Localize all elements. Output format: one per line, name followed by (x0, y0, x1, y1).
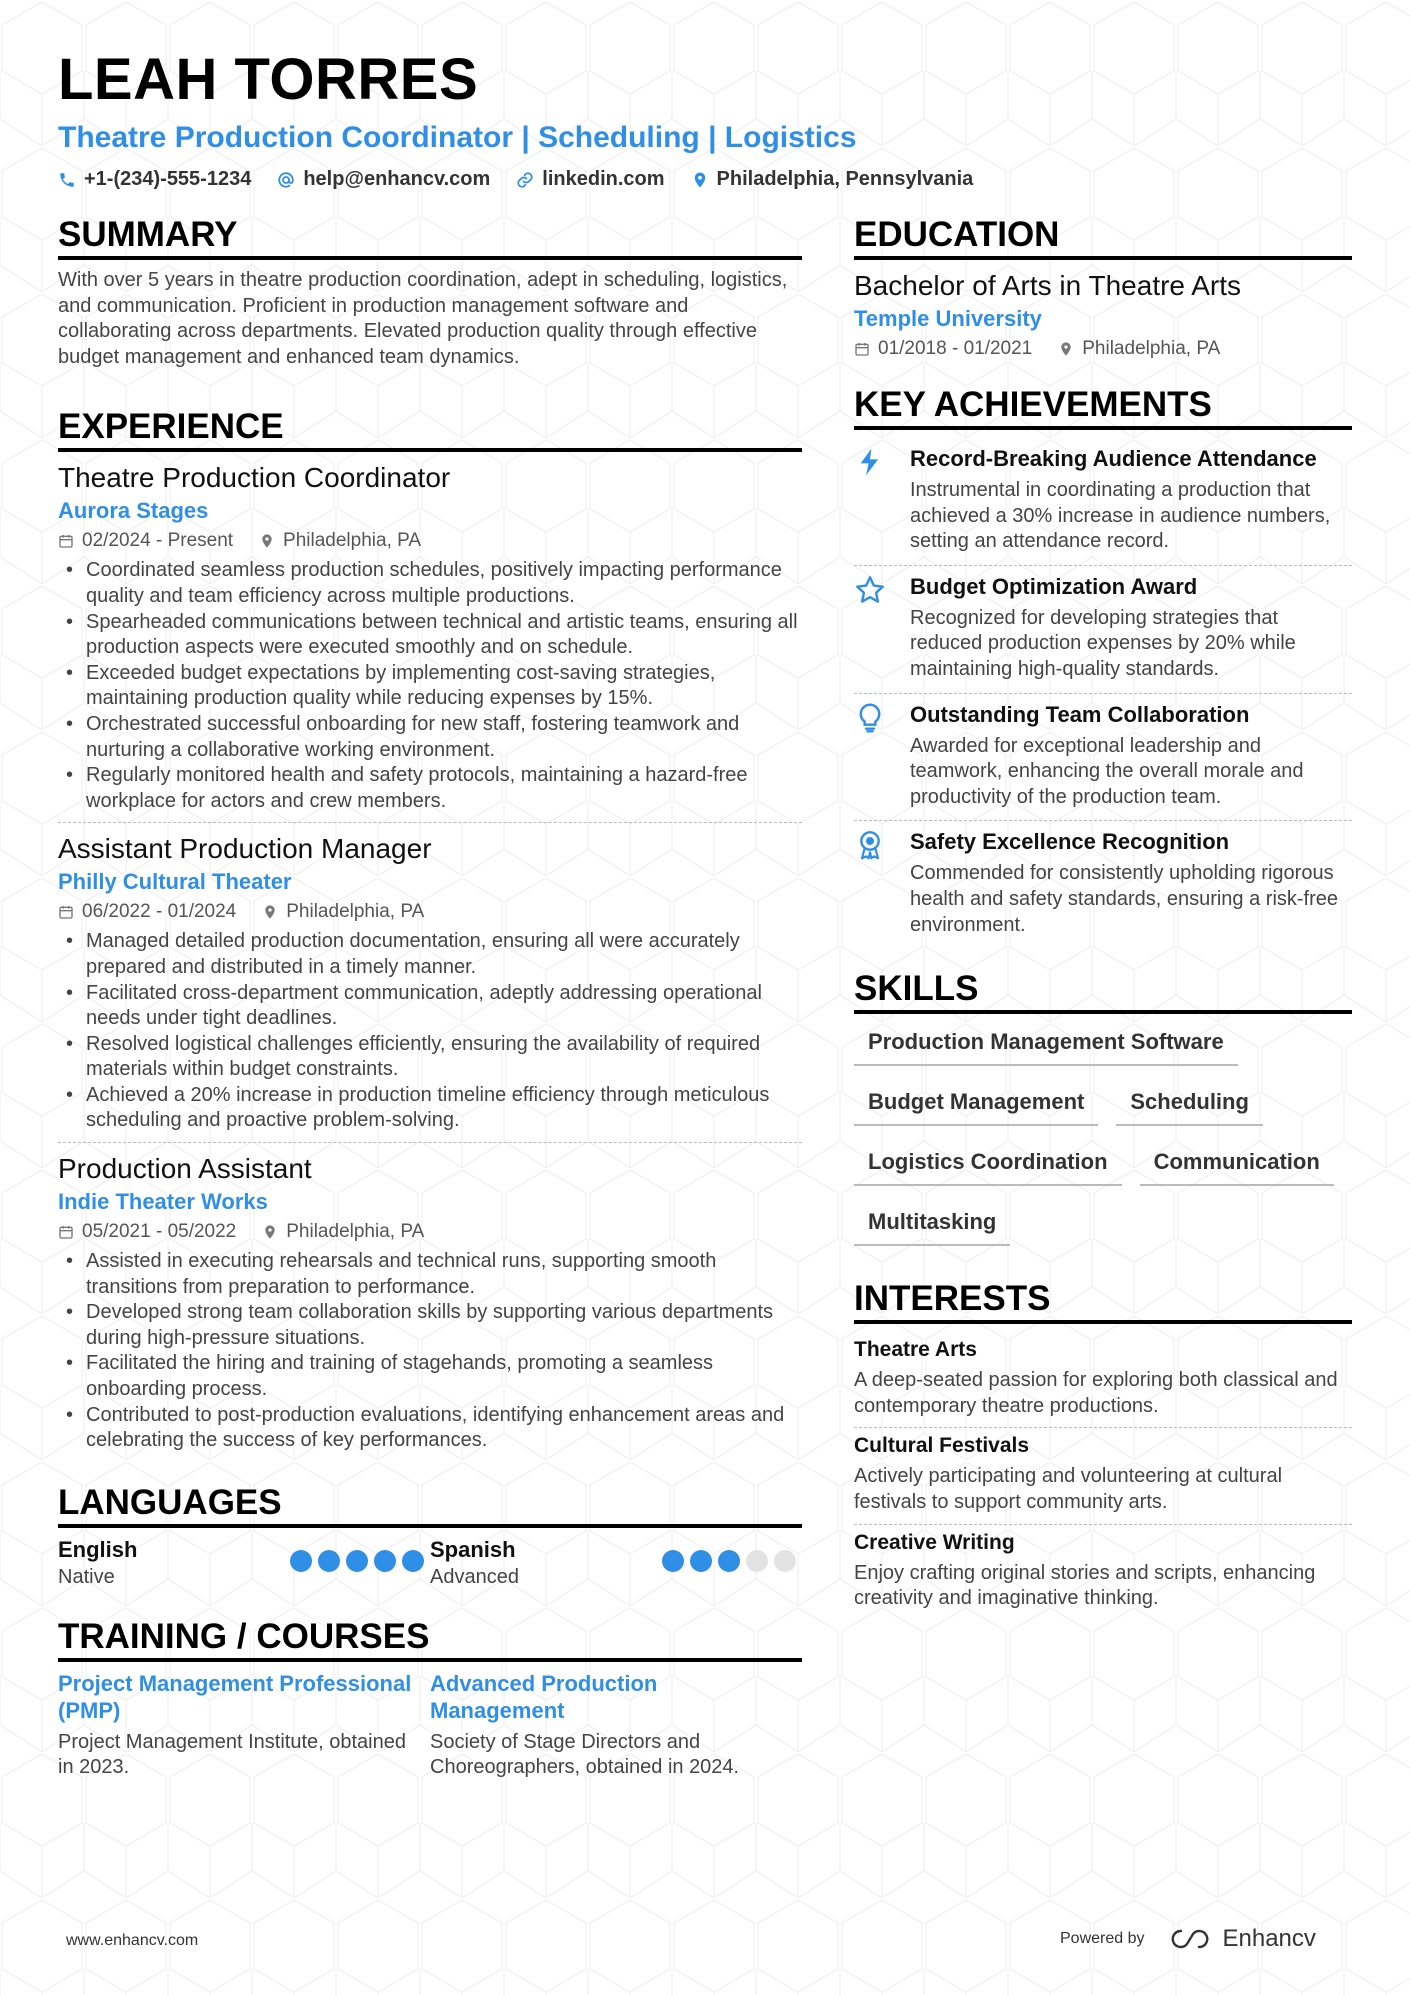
footer-website[interactable]: www.enhancv.com (66, 1932, 199, 1949)
job-dates: 06/2022 - 01/2024 (82, 901, 237, 923)
experience-section (58, 406, 802, 1461)
rating-dot-filled (346, 1550, 368, 1572)
achievement-item (854, 693, 1352, 821)
rating-dot-filled (662, 1550, 684, 1572)
bullet-item: • Managed detailed production documentation, ensuring all were accurately prepared and distributed in a timely manner. (58, 929, 802, 980)
achievements-heading: KEY ACHIEVEMENTS (854, 384, 1352, 430)
course-name: Project Management Professional (PMP) (58, 1670, 412, 1723)
rating-dot-empty (774, 1550, 796, 1572)
achievement-item (854, 438, 1352, 565)
job-role: Assistant Production Manager (58, 833, 432, 865)
lightbulb-icon (854, 702, 886, 734)
achievement-desc: Awarded for exceptional leadership and teamwork, enhancing the overall morale and productivity of the production team. (910, 734, 1304, 808)
interest-item (854, 1427, 1352, 1523)
contact-email[interactable] (277, 168, 490, 191)
rating-dot-filled (290, 1550, 312, 1572)
achievement-title: Budget Optimization Award (910, 573, 1198, 599)
language-name: Spanish (430, 1536, 516, 1562)
location-pin-icon (691, 171, 709, 189)
rating-dot-filled (374, 1550, 396, 1572)
job-location: Philadelphia, PA (283, 530, 422, 552)
experience-heading: EXPERIENCE (58, 406, 802, 452)
calendar-icon (58, 533, 74, 549)
job-meta (58, 530, 802, 552)
interests-section (854, 1278, 1352, 1620)
education-dates: 01/2018 - 01/2021 (878, 338, 1033, 359)
achievement-desc: Instrumental in coordinating a production that achieved a 30% increase in audience numbers, setting an attendance record. (910, 479, 1331, 553)
education-location: Philadelphia, PA (1082, 338, 1221, 359)
course-desc: Society of Stage Directors and Choreographers, obtained in 2024. (430, 1730, 740, 1779)
achievement-title: Record-Breaking Audience Attendance (910, 446, 1317, 471)
bullet-item: • Assisted in executing rehearsals and technical runs, supporting smooth transitions from preparation to performance. (58, 1249, 802, 1300)
interest-desc: Enjoy crafting original stories and scripts, enhancing creativity and imaginative thinking. (854, 1561, 1316, 1610)
location-text: Philadelphia, Pennsylvania (716, 168, 974, 190)
interest-title: Creative Writing (854, 1530, 1015, 1554)
skills-section (854, 968, 1352, 1246)
skill-tag: Multitasking (854, 1202, 1010, 1246)
achievement-desc: Recognized for developing strategies that reduced production expenses by 20% while maintaining high-quality standards. (910, 606, 1296, 680)
job-location: Philadelphia, PA (286, 901, 425, 923)
language-rating (662, 1550, 796, 1590)
education-meta (854, 338, 1352, 360)
language-level: Native (58, 1565, 115, 1588)
enhancv-logo-icon (1167, 1927, 1213, 1951)
job-location: Philadelphia, PA (286, 1221, 425, 1243)
powered-by-text: Powered by (1060, 1930, 1145, 1947)
job-meta (58, 901, 802, 923)
skill-tag: Budget Management (854, 1082, 1098, 1126)
left-column (58, 214, 802, 1781)
interest-item (854, 1524, 1352, 1620)
job-dates: 02/2024 - Present (82, 530, 234, 552)
calendar-icon (58, 1224, 74, 1240)
interest-desc: A deep-seated passion for exploring both classical and contemporary theatre productions. (854, 1369, 1338, 1417)
languages-heading: LANGUAGES (58, 1482, 802, 1528)
education-heading: EDUCATION (854, 214, 1352, 260)
skill-tag: Scheduling (1116, 1082, 1263, 1126)
job-role: Theatre Production Coordinator (58, 462, 451, 494)
job-dates: 05/2021 - 05/2022 (82, 1221, 237, 1243)
rating-dot-empty (746, 1550, 768, 1572)
rating-dot-filled (402, 1550, 424, 1572)
rating-dot-filled (690, 1550, 712, 1572)
job-entry (58, 822, 802, 1142)
rating-dot-filled (718, 1550, 740, 1572)
email-text: help@enhancv.com (303, 168, 491, 190)
calendar-icon (854, 341, 870, 357)
interest-title: Cultural Festivals (854, 1434, 1030, 1458)
summary-text: With over 5 years in theatre production coordination, adept in scheduling, logistics, and communication. Proficient in production management software and collaborating across departments. Elevated production quality through effective budget management and enhanced team dynamics. (58, 269, 788, 368)
brand-name: Enhancv (1222, 1925, 1316, 1952)
language-level: Advanced (430, 1565, 519, 1588)
footer-branding (1060, 1925, 1316, 1953)
phone-text: +1-(234)-555-1234 (84, 168, 252, 190)
skill-tag: Logistics Coordination (854, 1142, 1122, 1186)
bullet-item: • Coordinated seamless production schedules, positively impacting performance quality and team efficiency across multiple productions. (58, 558, 802, 609)
job-company: Philly Cultural Theater (58, 869, 292, 895)
summary-heading: SUMMARY (58, 214, 802, 260)
location-pin-icon (262, 904, 278, 920)
job-bullets (58, 1249, 802, 1454)
bullet-item: • Facilitated the hiring and training of stagehands, promoting a seamless onboarding process. (58, 1351, 802, 1402)
training-heading: TRAINING / COURSES (58, 1616, 802, 1662)
education-degree: Bachelor of Arts in Theatre Arts (854, 270, 1242, 301)
location-pin-icon (259, 533, 275, 549)
achievement-item (854, 565, 1352, 693)
education-section (854, 214, 1352, 360)
contact-linkedin[interactable] (516, 168, 664, 191)
skills-heading: SKILLS (854, 968, 1352, 1014)
bullet-item: • Spearheaded communications between technical and artistic teams, ensuring all production aspects were executed smoothly and on schedule. (58, 610, 802, 661)
language-name: English (58, 1536, 138, 1562)
enhancv-logo[interactable] (1167, 1925, 1316, 1953)
job-entry (58, 1142, 802, 1462)
interest-item (854, 1332, 1352, 1427)
lightning-icon (854, 446, 886, 478)
education-school: Temple University (854, 306, 1042, 331)
phone-icon (58, 171, 76, 189)
interests-heading: INTERESTS (854, 1278, 1352, 1324)
job-entry (58, 460, 802, 822)
course-item (430, 1670, 802, 1781)
language-rating (290, 1550, 424, 1590)
bullet-item: • Developed strong team collaboration skills by supporting various departments during high-pressure situations. (58, 1300, 802, 1351)
course-item (58, 1670, 430, 1781)
languages-section (58, 1482, 802, 1590)
candidate-name: LEAH TORRES (58, 47, 479, 112)
achievement-title: Outstanding Team Collaboration (910, 701, 1250, 727)
language-spanish (430, 1536, 802, 1590)
bullet-item: • Achieved a 20% increase in production timeline efficiency through meticulous scheduling and proactive problem-solving. (58, 1083, 802, 1134)
contact-location (691, 168, 974, 191)
at-sign-icon (277, 171, 295, 189)
star-icon (854, 574, 886, 606)
course-name: Advanced Production Management (430, 1670, 658, 1723)
bullet-item: • Regularly monitored health and safety protocols, maintaining a hazard-free workplace for actors and crew members. (58, 763, 802, 814)
job-company: Indie Theater Works (58, 1189, 268, 1215)
contact-bar (58, 168, 1358, 191)
location-pin-icon (1058, 341, 1074, 357)
bullet-item: • Orchestrated successful onboarding for new staff, fostering teamwork and nurturing a collaborative working environment. (58, 712, 802, 763)
candidate-title: Theatre Production Coordinator | Scheduling | Logistics (58, 121, 857, 154)
bullet-item: • Resolved logistical challenges efficiently, ensuring the availability of required materials within budget constraints. (58, 1032, 802, 1083)
contact-phone[interactable] (58, 168, 251, 191)
achievement-title: Safety Excellence Recognition (910, 829, 1230, 855)
resume-header (58, 46, 1358, 191)
interest-title: Theatre Arts (854, 1338, 977, 1362)
linkedin-text: linkedin.com (542, 168, 665, 190)
interest-desc: Actively participating and volunteering at cultural festivals to support community arts. (854, 1465, 1283, 1513)
job-bullets (58, 929, 802, 1134)
summary-section (58, 214, 802, 370)
bullet-item: • Exceeded budget expectations by implementing cost-saving strategies, maintaining production quality while reducing expenses by 15%. (58, 661, 802, 712)
training-section (58, 1616, 802, 1781)
link-icon (516, 171, 534, 189)
bullet-item: • Facilitated cross-department communication, adeptly addressing operational needs under tight deadlines. (58, 981, 802, 1032)
job-meta (58, 1221, 802, 1243)
location-pin-icon (262, 1224, 278, 1240)
job-bullets (58, 558, 802, 814)
bullet-item: • Contributed to post-production evaluations, identifying enhancement areas and celebrating the success of key performances. (58, 1403, 802, 1454)
skill-tag: Production Management Software (854, 1022, 1238, 1066)
rating-dot-filled (318, 1550, 340, 1572)
achievements-section (854, 384, 1352, 948)
skill-tag: Communication (1140, 1142, 1334, 1186)
achievement-desc: Commended for consistently upholding rigorous health and safety standards, ensuring a risk-free environment. (910, 862, 1339, 936)
calendar-icon (58, 904, 74, 920)
right-column (854, 214, 1352, 1620)
award-ribbon-icon (854, 829, 886, 861)
achievement-item (854, 820, 1352, 948)
job-role: Production Assistant (58, 1153, 312, 1185)
job-company: Aurora Stages (58, 498, 209, 524)
course-desc: Project Management Institute, obtained in 2023. (58, 1730, 406, 1779)
language-english (58, 1536, 430, 1590)
